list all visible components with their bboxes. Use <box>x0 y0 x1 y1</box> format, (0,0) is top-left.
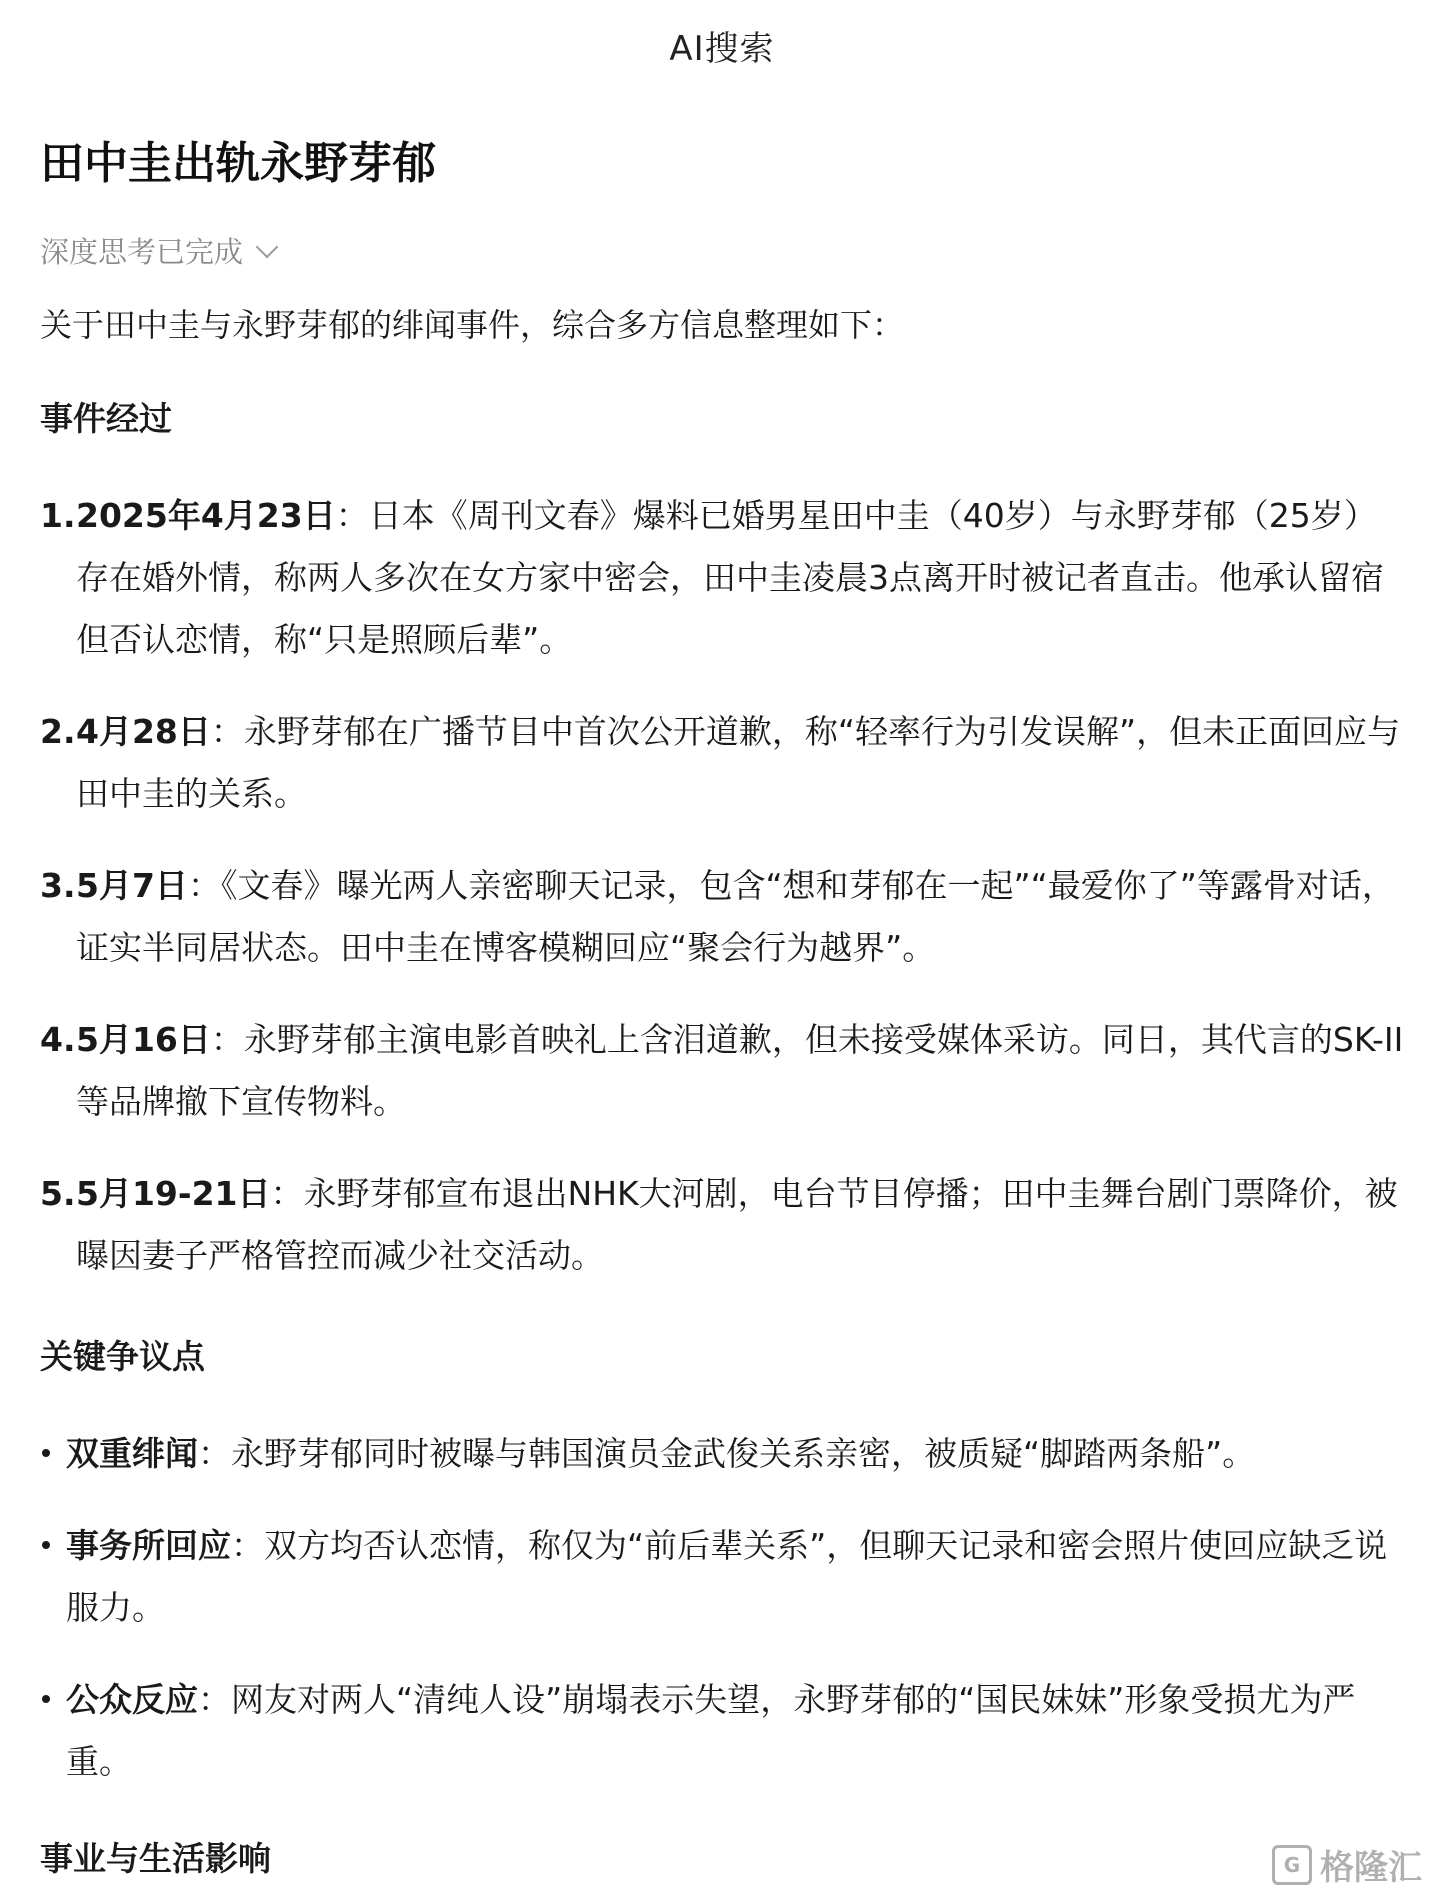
deep-thinking-label: 深度思考已完成 <box>40 235 244 269</box>
list-item-text: ：日本《周刊文春》爆料已婚男星田中圭（40岁）与永野芽郁（25岁）存在婚外情，称两人多次在女方家中密会，田中圭凌晨3点离开时被记者直击。他承认留宿但否认恋情，称“只是照顾后辈”。 <box>76 496 1384 659</box>
list-item-lead: 4月28日 <box>76 712 211 751</box>
watermark-text: 格隆汇 <box>1320 1848 1422 1888</box>
events-list <box>40 485 1404 1287</box>
list-item-lead: 事务所回应 <box>66 1526 231 1565</box>
controversy-list <box>40 1423 1404 1793</box>
bullet-dot-icon <box>42 1541 50 1549</box>
list-item <box>40 1423 1404 1485</box>
page-header-title: AI搜索 <box>669 28 775 69</box>
answer-content <box>0 134 1444 1881</box>
list-item-text: ：永野芽郁主演电影首映礼上含泪道歉，但未接受媒体采访。同日，其代言的SK-II等品牌撤下宣传物料。 <box>76 1020 1404 1121</box>
list-item-number: 5. <box>40 1174 76 1213</box>
list-item-text: ：永野芽郁在广播节目中首次公开道歉，称“轻率行为引发误解”，但未正面回应与田中圭的关系。 <box>76 712 1401 813</box>
gelonghui-logo-icon: G <box>1272 1845 1312 1885</box>
list-item-text: ：双方均否认恋情，称仅为“前后辈关系”，但聊天记录和密会照片使回应缺乏说服力。 <box>66 1526 1388 1627</box>
list-item-number: 3. <box>40 866 76 905</box>
list-item-lead: 5月7日 <box>76 866 188 905</box>
list-item-lead: 5月19-21日 <box>76 1174 271 1213</box>
deep-thinking-toggle[interactable] <box>40 230 1404 271</box>
list-item-lead: 双重绯闻 <box>66 1434 198 1473</box>
section-title-controversy: 关键争议点 <box>40 1337 205 1376</box>
list-item-text: ：永野芽郁同时被曝与韩国演员金武俊关系亲密，被质疑“脚踏两条船”。 <box>198 1434 1256 1473</box>
section-title-events: 事件经过 <box>40 399 172 438</box>
bullet-dot-icon <box>42 1449 50 1457</box>
list-item <box>40 1669 1404 1793</box>
list-item-number: 2. <box>40 712 76 751</box>
list-item-text: ：《文春》曝光两人亲密聊天记录，包含“想和芽郁在一起”“最爱你了”等露骨对话，证实半同居状态。田中圭在博客模糊回应“聚会行为越界”。 <box>76 866 1395 967</box>
bullet-dot-icon <box>42 1695 50 1703</box>
list-item-number: 4. <box>40 1020 76 1059</box>
list-item-lead: 5月16日 <box>76 1020 211 1059</box>
list-item <box>40 701 1404 825</box>
list-item-text: ：网友对两人“清纯人设”崩塌表示失望，永野芽郁的“国民妹妹”形象受损尤为严重。 <box>66 1680 1356 1781</box>
list-item <box>40 855 1404 979</box>
list-item <box>40 1515 1404 1639</box>
top-bar <box>0 0 1444 90</box>
list-item-lead: 2025年4月23日 <box>76 496 336 535</box>
list-item <box>40 1009 1404 1133</box>
watermark <box>1272 1840 1422 1889</box>
list-item <box>40 485 1404 671</box>
section-title-impact: 事业与生活影响 <box>40 1839 271 1878</box>
list-item <box>40 1163 1404 1287</box>
answer-intro: 关于田中圭与永野芽郁的绯闻事件，综合多方信息整理如下： <box>40 306 905 344</box>
search-query-title: 田中圭出轨永野芽郁 <box>40 138 436 189</box>
chevron-down-icon <box>256 235 279 258</box>
list-item-text: ：永野芽郁宣布退出NHK大河剧，电台节目停播；田中圭舞台剧门票降价，被曝因妻子严格管控而减少社交活动。 <box>76 1174 1398 1275</box>
list-item-lead: 公众反应 <box>66 1680 198 1719</box>
list-item-number: 1. <box>40 496 76 535</box>
